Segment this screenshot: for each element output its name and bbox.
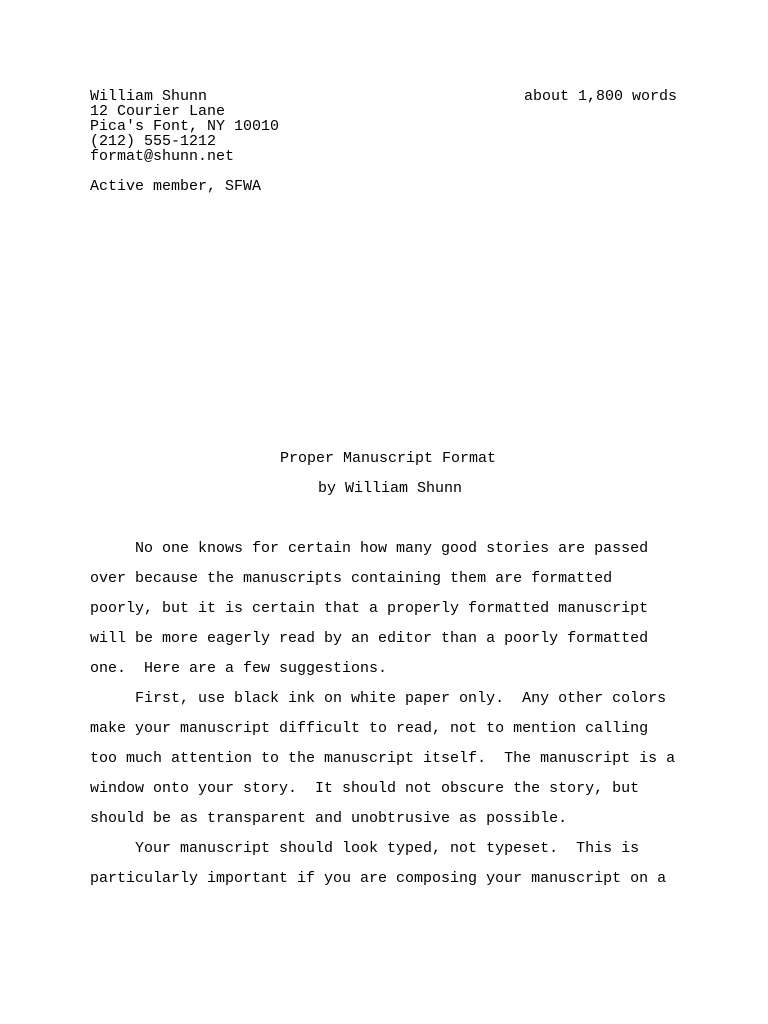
address-line-1: 12 Courier Lane bbox=[90, 103, 226, 120]
manuscript-body bbox=[90, 534, 690, 894]
body-line: No one knows for certain how many good stories are passed bbox=[90, 540, 649, 557]
body-line: one. Here are a few suggestions. bbox=[90, 660, 388, 677]
body-line: over because the manuscripts containing them are formatted bbox=[90, 570, 613, 587]
body-line: poorly, but it is certain that a properly formatted manuscript bbox=[90, 600, 649, 617]
body-line: will be more eagerly read by an editor than a poorly formatted bbox=[90, 630, 649, 647]
story-byline: by William Shunn bbox=[317, 480, 463, 497]
body-line: too much attention to the manuscript itself. The manuscript is a bbox=[90, 750, 676, 767]
email-address: format@shunn.net bbox=[90, 148, 235, 165]
body-line: Your manuscript should look typed, not typeset. This is bbox=[90, 840, 640, 857]
body-line: make your manuscript difficult to read, not to mention calling bbox=[90, 720, 649, 737]
phone-number: (212) 555-1212 bbox=[90, 133, 217, 150]
author-name: William Shunn bbox=[90, 88, 208, 105]
body-line: particularly important if you are composing your manuscript on a bbox=[90, 870, 667, 887]
body-line: window onto your story. It should not obscure the story, but bbox=[90, 780, 640, 797]
membership-line: Active member, SFWA bbox=[90, 178, 262, 195]
author-contact-block bbox=[90, 89, 450, 164]
word-count: about 1,800 words bbox=[524, 88, 678, 105]
address-line-2: Pica's Font, NY 10010 bbox=[90, 118, 280, 135]
body-line: First, use black ink on white paper only. Any other colors bbox=[90, 690, 667, 707]
title-block bbox=[90, 451, 678, 496]
body-line: should be as transparent and unobtrusive as possible. bbox=[90, 810, 568, 827]
story-title: Proper Manuscript Format bbox=[279, 450, 497, 467]
